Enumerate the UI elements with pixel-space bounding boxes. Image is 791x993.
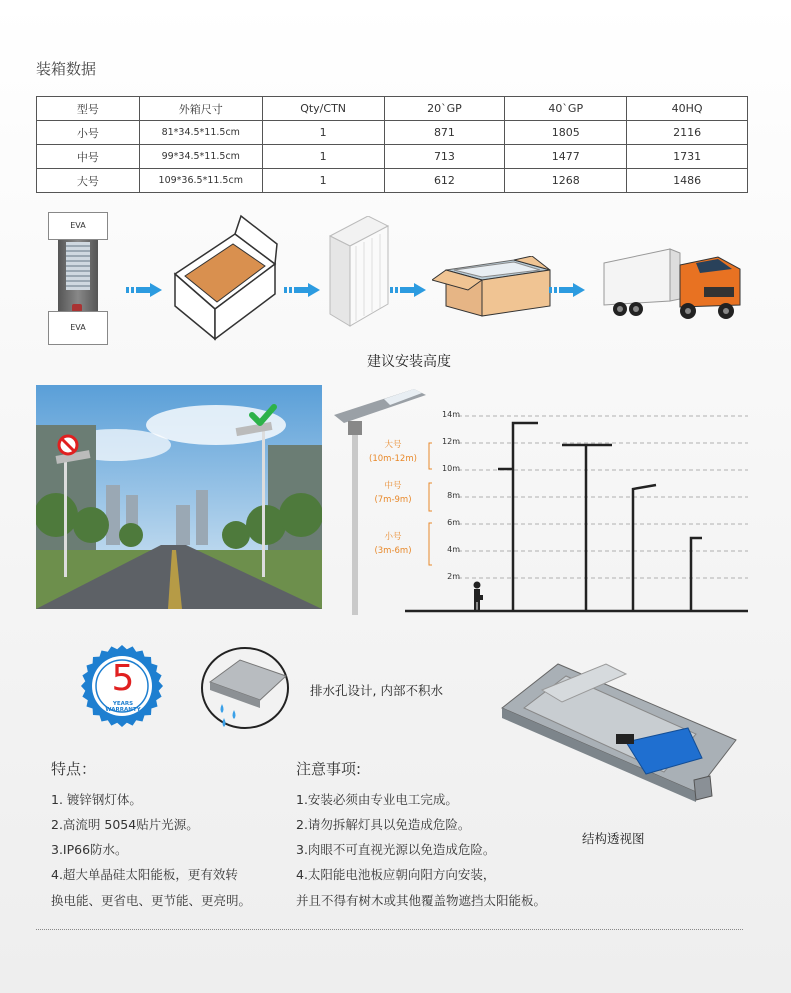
led-panel-image bbox=[66, 242, 90, 290]
eva-label-top: EVA bbox=[48, 212, 108, 240]
notes-title: 注意事项: bbox=[296, 760, 362, 778]
warranty-number: 5 bbox=[111, 658, 135, 699]
feature-item: 1. 镀锌钢灯体。 bbox=[51, 792, 142, 807]
footer-divider bbox=[36, 929, 743, 930]
group-name: 小号 bbox=[384, 532, 402, 542]
header-40gp: 40`GP bbox=[505, 97, 627, 121]
prohibited-icon bbox=[59, 436, 77, 454]
feature-item: 3.IP66防水。 bbox=[51, 842, 128, 857]
cell-size: 109*36.5*11.5cm bbox=[139, 169, 262, 193]
arrow-right-icon bbox=[549, 283, 585, 297]
structure-caption: 结构透视图 bbox=[582, 831, 645, 846]
cell-40gp: 1477 bbox=[505, 145, 627, 169]
eva-label-bottom: EVA bbox=[48, 311, 108, 345]
cell-20gp: 871 bbox=[384, 121, 505, 145]
cell-model: 中号 bbox=[37, 145, 140, 169]
cell-qty: 1 bbox=[262, 169, 384, 193]
group-range: (3m-6m) bbox=[374, 546, 412, 556]
header-40hq: 40HQ bbox=[627, 97, 748, 121]
truck-image bbox=[600, 243, 745, 323]
group-name: 中号 bbox=[384, 481, 402, 491]
cell-40hq: 1731 bbox=[627, 145, 748, 169]
header-carton-size: 外箱尺寸 bbox=[139, 97, 262, 121]
feature-item: 2.高流明 5054贴片光源。 bbox=[51, 817, 199, 832]
arrow-right-icon bbox=[390, 283, 426, 297]
open-carton-image bbox=[165, 214, 281, 342]
group-range: (7m-9m) bbox=[374, 495, 412, 505]
tick-label: 4m bbox=[447, 545, 460, 554]
eva-packing-illustration bbox=[48, 212, 110, 344]
table-row bbox=[37, 145, 748, 169]
tick-label: 6m bbox=[447, 518, 460, 527]
structure-cutaway-image bbox=[496, 662, 741, 822]
sealed-carton-image bbox=[432, 256, 552, 318]
table-row bbox=[37, 169, 748, 193]
group-label-small bbox=[360, 530, 426, 558]
cell-40gp: 1268 bbox=[505, 169, 627, 193]
header-model: 型号 bbox=[37, 97, 140, 121]
drain-hole-image bbox=[200, 646, 290, 730]
header-20gp: 20`GP bbox=[384, 97, 505, 121]
note-item: 1.安装必须由专业电工完成。 bbox=[296, 792, 458, 807]
group-label-medium bbox=[360, 479, 426, 507]
table-row bbox=[37, 121, 748, 145]
packing-table bbox=[36, 96, 748, 193]
cell-size: 81*34.5*11.5cm bbox=[139, 121, 262, 145]
foam-block-image bbox=[328, 216, 390, 328]
tick-label: 14m bbox=[442, 410, 460, 419]
arrow-right-icon bbox=[284, 283, 320, 297]
group-range: (10m-12m) bbox=[369, 454, 417, 464]
tick-label: 2m bbox=[447, 572, 460, 581]
feature-item: 换电能、更省电、更节能、更亮明。 bbox=[51, 893, 252, 908]
street-scene-photo bbox=[36, 385, 322, 609]
arrow-right-icon bbox=[126, 283, 162, 297]
tick-label: 12m bbox=[442, 437, 460, 446]
cell-qty: 1 bbox=[262, 121, 384, 145]
note-item: 3.肉眼不可直视光源以免造成危险。 bbox=[296, 842, 496, 857]
height-title: 建议安装高度 bbox=[367, 354, 451, 370]
warranty-text: YEARS WARRANTY bbox=[105, 701, 141, 713]
features-title: 特点： bbox=[51, 760, 97, 778]
note-item: 并且不得有树木或其他覆盖物遮挡太阳能板。 bbox=[296, 893, 547, 908]
drain-caption: 排水孔设计, 内部不积水 bbox=[310, 683, 443, 698]
cell-20gp: 612 bbox=[384, 169, 505, 193]
person-silhouette-icon bbox=[474, 582, 484, 612]
packing-title: 装箱数据 bbox=[36, 60, 97, 78]
tick-label: 8m bbox=[447, 491, 460, 500]
cell-model: 大号 bbox=[37, 169, 140, 193]
note-item: 4.太阳能电池板应朝向阳方向安装， bbox=[296, 867, 496, 882]
cell-size: 99*34.5*11.5cm bbox=[139, 145, 262, 169]
cell-40gp: 1805 bbox=[505, 121, 627, 145]
feature-item: 4.超大单晶硅太阳能板，更有效转 bbox=[51, 867, 238, 882]
cell-qty: 1 bbox=[262, 145, 384, 169]
cell-model: 小号 bbox=[37, 121, 140, 145]
cell-40hq: 2116 bbox=[627, 121, 748, 145]
table-header-row bbox=[37, 97, 748, 121]
cell-40hq: 1486 bbox=[627, 169, 748, 193]
cell-20gp: 713 bbox=[384, 145, 505, 169]
header-qty: Qty/CTN bbox=[262, 97, 384, 121]
note-item: 2.请勿拆解灯具以免造成危险。 bbox=[296, 817, 471, 832]
group-label-large bbox=[360, 438, 426, 466]
height-tick-labels bbox=[430, 410, 460, 590]
group-name: 大号 bbox=[384, 440, 402, 450]
tick-label: 10m bbox=[442, 464, 460, 473]
